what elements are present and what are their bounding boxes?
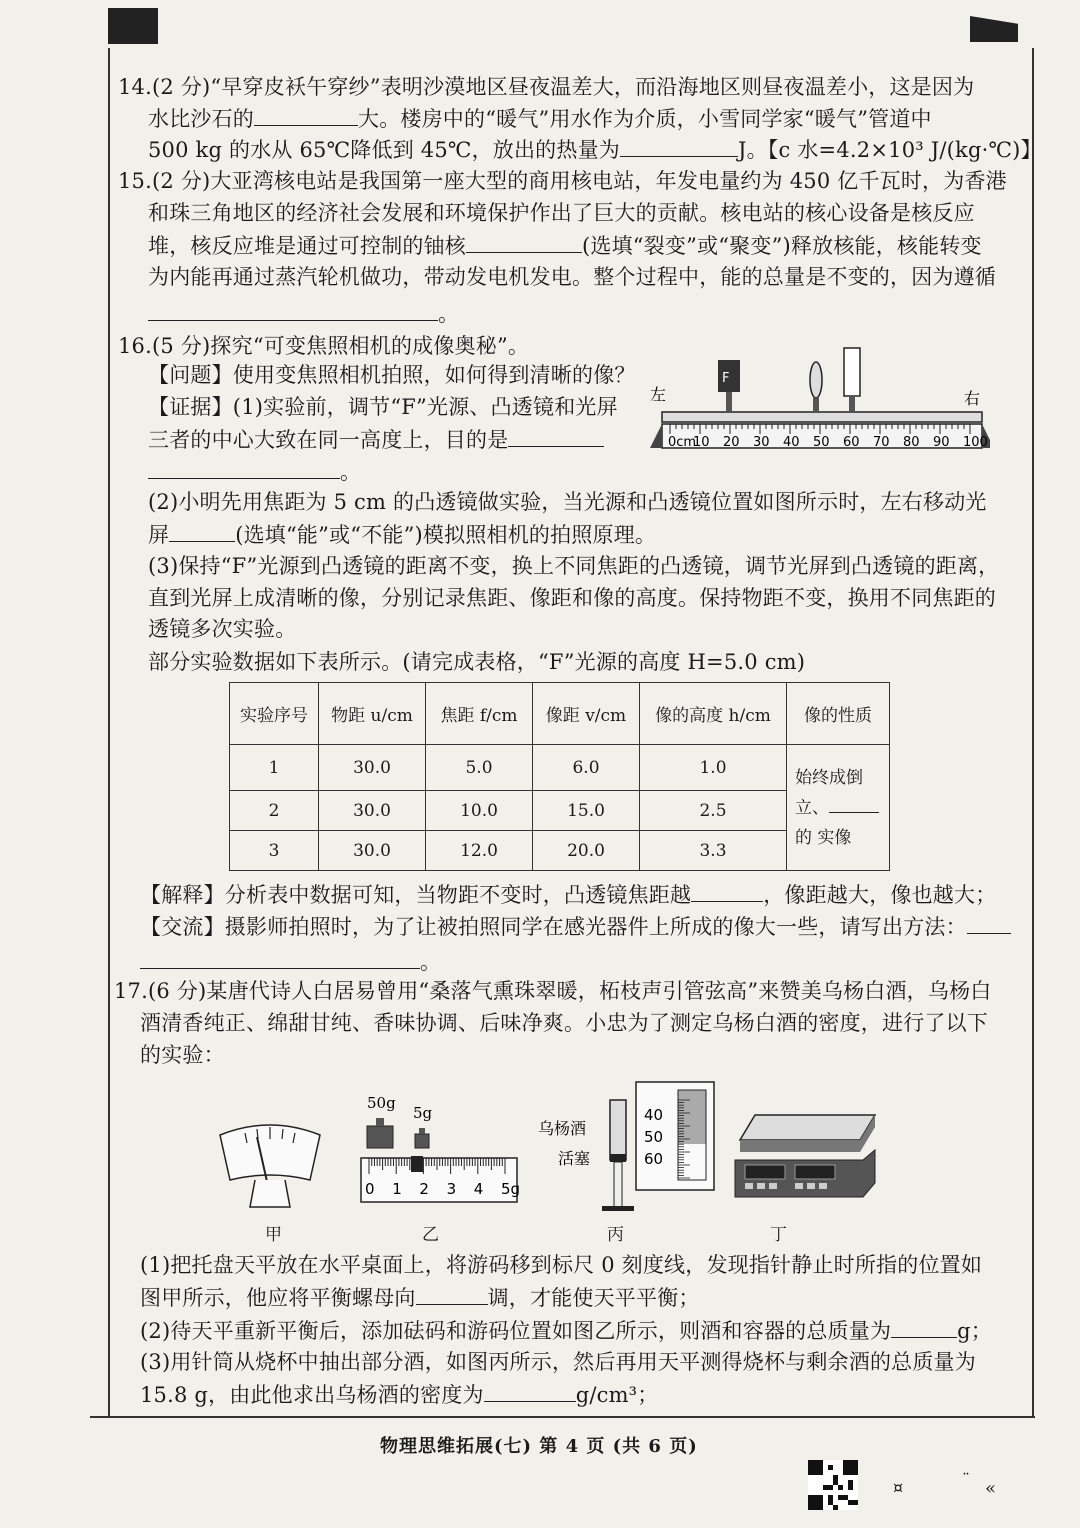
q16-blank-3[interactable] [829,796,879,813]
bench-left-label: 左 [650,385,667,404]
q16-blank-1a[interactable] [508,424,604,447]
bench-tick-label: 50 [813,435,830,450]
q16-line11: 部分实验数据如下表所示。(请完成表格，“F”光源的高度 H=5.0 cm) [148,650,806,674]
q17-blank-2[interactable] [891,1315,957,1338]
q16-explain-a: 【解释】分析表中数据可知，当物距不变时，凸透镜焦距越 [140,883,692,907]
table-cell: 20.0 [533,831,640,871]
table-cell: 1.0 [640,745,787,791]
table-cell: 2 [230,791,319,831]
q16-exchange-line2 [140,946,441,978]
light-screen-stand [849,396,855,412]
table-cell: 12.0 [426,831,533,871]
table-header-cell: 物距 u/cm [319,683,426,745]
q17-blank-1[interactable] [416,1282,488,1305]
fig-label-yi: 乙 [422,1225,439,1245]
pointer-base [250,1180,290,1207]
bench-tick-label: 70 [873,435,890,450]
q15-blank-2[interactable] [148,298,438,321]
bench-tick-label: 60 [843,435,860,450]
q16-line2: 【问题】使用变焦照相机拍照，如何得到清晰的像？ [148,363,636,387]
fig-label-bing: 丙 [607,1225,624,1245]
ruler-label: 4 [473,1180,484,1198]
q14-line3-b: J。【c 水=4.2×10³ J/(kg·℃)】 [737,138,1042,162]
bench-tick-label: 0cm [668,435,697,450]
table-header-cell: 焦距 f/cm [426,683,533,745]
qr-code-icon [808,1460,858,1510]
q17-s3c: g/cm³； [575,1383,659,1407]
q14-line1: 14.(2 分)“早穿皮袄午穿纱”表明沙漠地区昼夜温差大，而沿海地区则昼夜温差小，这是因为 [118,75,975,99]
q15-line5 [148,298,459,330]
q15-line3-a: 堆，核反应堆是通过可控制的铀核 [148,234,466,258]
ruler-label: 3 [446,1180,457,1198]
weight-50g [367,1126,393,1148]
f-light-source-stand [726,392,732,412]
q17-line2: 酒清香纯正、绵甜甘纯、香味协调、后味净爽。小忠为了测定乌杨白酒的密度，进行了以下 [140,1011,988,1035]
q15-line4: 为内能再通过蒸汽轮机做功，带动发电机发电。整个过程中，能的总量是不变的，因为遵循 [148,265,996,289]
bench-tick-label: 40 [783,435,800,450]
syringe-handle [602,1206,634,1211]
table-header-cell: 像的高度 h/cm [640,683,787,745]
electronic-scale-figure [725,1105,885,1215]
q16-line7-a: 屏 [148,523,170,547]
page-border-right [1032,48,1034,1418]
q14-line2-b: 大。楼房中的“暖气”用水作为介质，小雪同学家“暖气”管道中 [358,107,932,131]
q17-line3: 的实验： [140,1043,225,1067]
q16-line9: 直到光屏上成清晰的像，分别记录焦距、像距和像的高度。保持物距不变，换用不同焦距的 [148,586,996,610]
q17-s1b [140,1282,700,1314]
image-nature-cell [787,745,890,871]
q16-blank-1b[interactable] [148,456,340,479]
syringe-barrel [610,1100,626,1160]
q16-line10: 透镜多次实验。 [148,617,297,641]
weight-50g-knob [376,1118,384,1126]
q16-line1: 16.(5 分)探究“可变焦照相机的成像奥秘”。 [118,334,530,358]
scale-label: 60 [644,1150,664,1168]
bench-tick-label: 90 [933,435,950,450]
q14-blank-1[interactable] [254,103,358,126]
page-border-left [108,48,110,1418]
slider-scale [361,1158,517,1202]
scale-label: 40 [644,1106,664,1124]
corner-glyph-3: « [985,1478,997,1499]
experiment-table [229,682,890,871]
bench-rail [662,412,982,422]
q16-explain [140,879,996,911]
rider [411,1156,423,1172]
q16-line5-end: 。 [340,460,362,484]
image-nature-line-c: 的 实像 [795,827,852,848]
q15-line1: 15.(2 分)大亚湾核电站是我国第一座大型的商用核电站，年发电量约为 450 亿千瓦时，为香港 [118,169,1007,193]
q15-line2: 和珠三角地区的经济社会发展和环境保护作出了巨大的贡献。核电站的核心设备是核反应 [148,201,975,225]
fig-label-ding: 丁 [770,1225,787,1245]
q15-line3 [148,230,982,262]
q14-line3-a: 500 kg 的水从 65℃降低到 45℃，放出的热量为 [148,138,620,162]
q15-line5-end: 。 [438,302,460,326]
image-nature-line-a: 始终成倒 [795,767,863,788]
q16-line5 [148,456,361,488]
weight-5g [415,1134,429,1148]
q16-line4 [148,424,604,456]
syringe-rod [614,1162,622,1207]
page-border-bottom [90,1416,1035,1418]
table-row [230,745,890,791]
bench-tick-label: 20 [723,435,740,450]
q17-blank-3[interactable] [484,1379,576,1402]
q16-line7-b: (选填“能”或“不能”)模拟照相机的拍照原理。 [235,523,657,547]
page-footer: 物理思维拓展(七) 第 4 页 (共 6 页) [380,1436,698,1457]
bench-tick-label: 80 [903,435,920,450]
balance-pointer-figure [215,1115,325,1210]
ruler-label: 5g [501,1180,521,1198]
q17-s3a: (3)用针筒从烧杯中抽出部分酒，如图丙所示，然后再用天平测得烧杯与剩余酒的总质量为 [140,1350,976,1374]
bench-leg-left [650,424,662,448]
scale-display-1 [745,1165,785,1179]
q16-line7 [148,519,656,551]
table-header-row [230,683,890,745]
bench-tick-label: 10 [693,435,710,450]
q16-line4-text: 三者的中心大致在同一高度上，目的是 [148,428,509,452]
q14-line2-a: 水比沙石的 [148,107,254,131]
q17-s1c: 调，才能使天平平衡； [487,1286,700,1310]
convex-lens-stand [813,398,819,412]
optical-bench-figure [640,340,990,460]
q16-blank-2[interactable] [169,519,235,542]
q17-s3b-text: 15.8 g，由此他求出乌杨酒的密度为 [140,1383,484,1407]
q16-line8: (3)保持“F”光源到凸透镜的距离不变，换上不同焦距的凸透镜，调节光屏到凸透镜的距离， [148,554,1000,578]
scale-label: 50 [644,1128,664,1146]
light-screen [844,348,860,396]
q16-exchange-text: 【交流】摄影师拍照时，为了让被拍照同学在感光器件上所成的像大一些，请写出方法： [140,915,967,939]
weight-5g-label: 5g [413,1104,433,1122]
table-cell: 30.0 [319,745,426,791]
q17-s2a: (2)待天平重新平衡后，添加砝码和游码位置如图乙所示，则酒和容器的总质量为 [140,1319,892,1343]
corner-glyph-2: ¨ [962,1470,970,1489]
q16-blank-4[interactable] [691,879,763,902]
registration-mark-left [108,8,158,44]
image-nature-line-b [795,793,889,823]
weight-5g-knob [419,1128,425,1134]
q17-line1: 17.(6 分)某唐代诗人白居易曾用“桑落气熏珠翠暖，柘枝声引管弦高”来赞美乌杨白酒，乌杨白 [114,979,992,1003]
q15-line3-b: (选填“裂变”或“聚变”)释放核能，核能转变 [582,234,982,258]
ruler-label: 0 [365,1180,375,1198]
q16-exchange [140,911,1011,943]
convex-lens [810,362,822,398]
image-nature-line-b-text: 立、 [795,797,829,818]
q16-exchange-end: 。 [420,950,442,974]
q16-blank-5b[interactable] [140,946,420,969]
weight-50g-label: 50g [367,1094,396,1112]
scale-display-2 [795,1165,835,1179]
corner-glyph-1: ¤ [893,1478,904,1497]
q17-s2 [140,1315,992,1347]
q14-line3 [148,134,1042,166]
q16-blank-5a[interactable] [967,911,1011,934]
registration-mark-right [970,16,1018,42]
liquor-label: 乌杨酒 [538,1119,587,1138]
table-cell: 10.0 [426,791,533,831]
bench-tick-label: 30 [753,435,770,450]
q17-s1a: (1)把托盘天平放在水平桌面上，将游码移到标尺 0 刻度线，发现指针静止时所指的位置如 [140,1253,983,1277]
plug-label: 活塞 [558,1149,591,1168]
table-cell: 30.0 [319,791,426,831]
table-header-cell: 像的性质 [787,683,890,745]
table-header-cell: 实验序号 [230,683,319,745]
weights-ruler-figure [355,1092,525,1207]
table-cell: 2.5 [640,791,787,831]
q15-blank-1[interactable] [466,230,582,253]
q17-s2b: g； [957,1319,992,1343]
q16-line3: 【证据】(1)实验前，调节“F”光源、凸透镜和光屏 [148,395,618,419]
ruler-label: 2 [419,1180,429,1198]
q14-blank-2[interactable] [620,134,738,157]
table-cell: 3.3 [640,831,787,871]
bench-right-label: 右 [964,389,981,408]
scale-pan [740,1115,875,1140]
q17-s3b [140,1379,659,1411]
table-cell: 6.0 [533,745,640,791]
syringe-piston [610,1154,626,1162]
syringe-figure [530,1080,720,1220]
table-cell: 15.0 [533,791,640,831]
table-cell: 5.0 [426,745,533,791]
fig-label-jia: 甲 [265,1225,282,1245]
q14-line2 [148,103,932,135]
table-cell: 3 [230,831,319,871]
table-cell: 30.0 [319,831,426,871]
q16-line6: (2)小明先用焦距为 5 cm 的凸透镜做实验，当光源和凸透镜位置如图所示时，左右移动光 [148,490,987,514]
q17-s1b-text: 图甲所示，他应将平衡螺母向 [140,1286,416,1310]
ruler-label: 1 [392,1180,402,1198]
liquid-column [678,1090,706,1144]
f-light-source-mark: F [722,371,730,386]
table-cell: 1 [230,745,319,791]
q16-explain-b: ，像距越大，像也越大； [763,883,997,907]
bench-tick-label: 100 [963,435,988,450]
table-header-cell: 像距 v/cm [533,683,640,745]
